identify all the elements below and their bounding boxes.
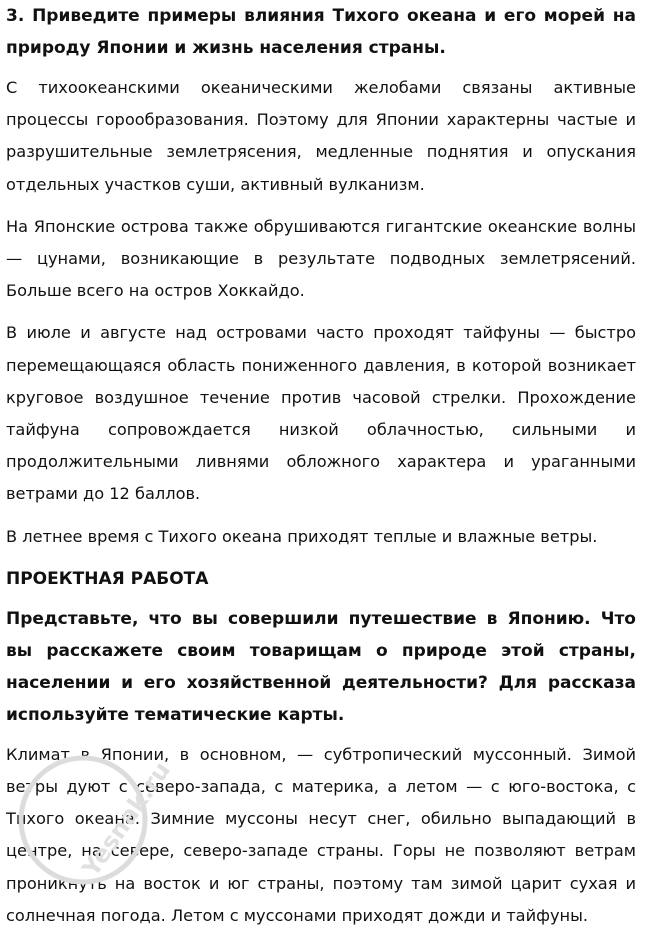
project-task: Представьте, что вы совершили путешествие в Японию. Что вы расскажете своим товарищам о природе этой страны, населении и его хозяйственной деятельности? Для рассказа используйте тематические карты. [6, 608, 636, 725]
watermark-text: Yesnak.ru [76, 756, 176, 882]
paragraph-mountain-building: С тихоокеанскими океаническими желобами связаны активные процессы горообразования. Поэтому для Японии характерны частые и разрушительные землетрясения, медленные поднятия и опускания отдельных участков суши, активный вулканизм. [6, 78, 636, 194]
question-heading: 3. Приведите примеры влияния Тихого океана и его морей на природу Японии и жизнь населения страны. [6, 6, 636, 58]
paragraph-summer-winds: В летнее время с Тихого океана приходят теплые и влажные ветры. [6, 526, 598, 546]
paragraph-typhoons: В июле и августе над островами часто проходят тайфуны — быстро перемещающаяся область пониженного давления, в которой возникает круговое воздушное течение против часовой стрелки. Прохождение тайфуна сопровождается низкой облачностью, сильными и продолжительными ливнями обложного характера и ураганными ветрами до 12 баллов. [6, 323, 636, 504]
project-answer: Климат в Японии, в основном, — субтропический муссонный. Зимой ветры дуют с северо-запада, с материка, а летом — с юго-востока, с Тихого океана. Зимние муссоны несут снег, обильно выпадающий в центре, на севере, северо-западе страны. Горы не позволяют ветрам проникнуть на восток и юг страны, поэтому там зимой царит сухая и солнечная погода. Летом с муссонами приходят дожди и тайфуны. [6, 744, 636, 925]
project-title: ПРОЕКТНАЯ РАБОТА [6, 568, 209, 589]
content [6, 0, 636, 932]
paragraph-tsunami: На Японские острова также обрушиваются гигантские океанские волны — цунами, возникающие в результате подводных землетрясений. Больше всего на остров Хоккайдо. [6, 216, 636, 301]
